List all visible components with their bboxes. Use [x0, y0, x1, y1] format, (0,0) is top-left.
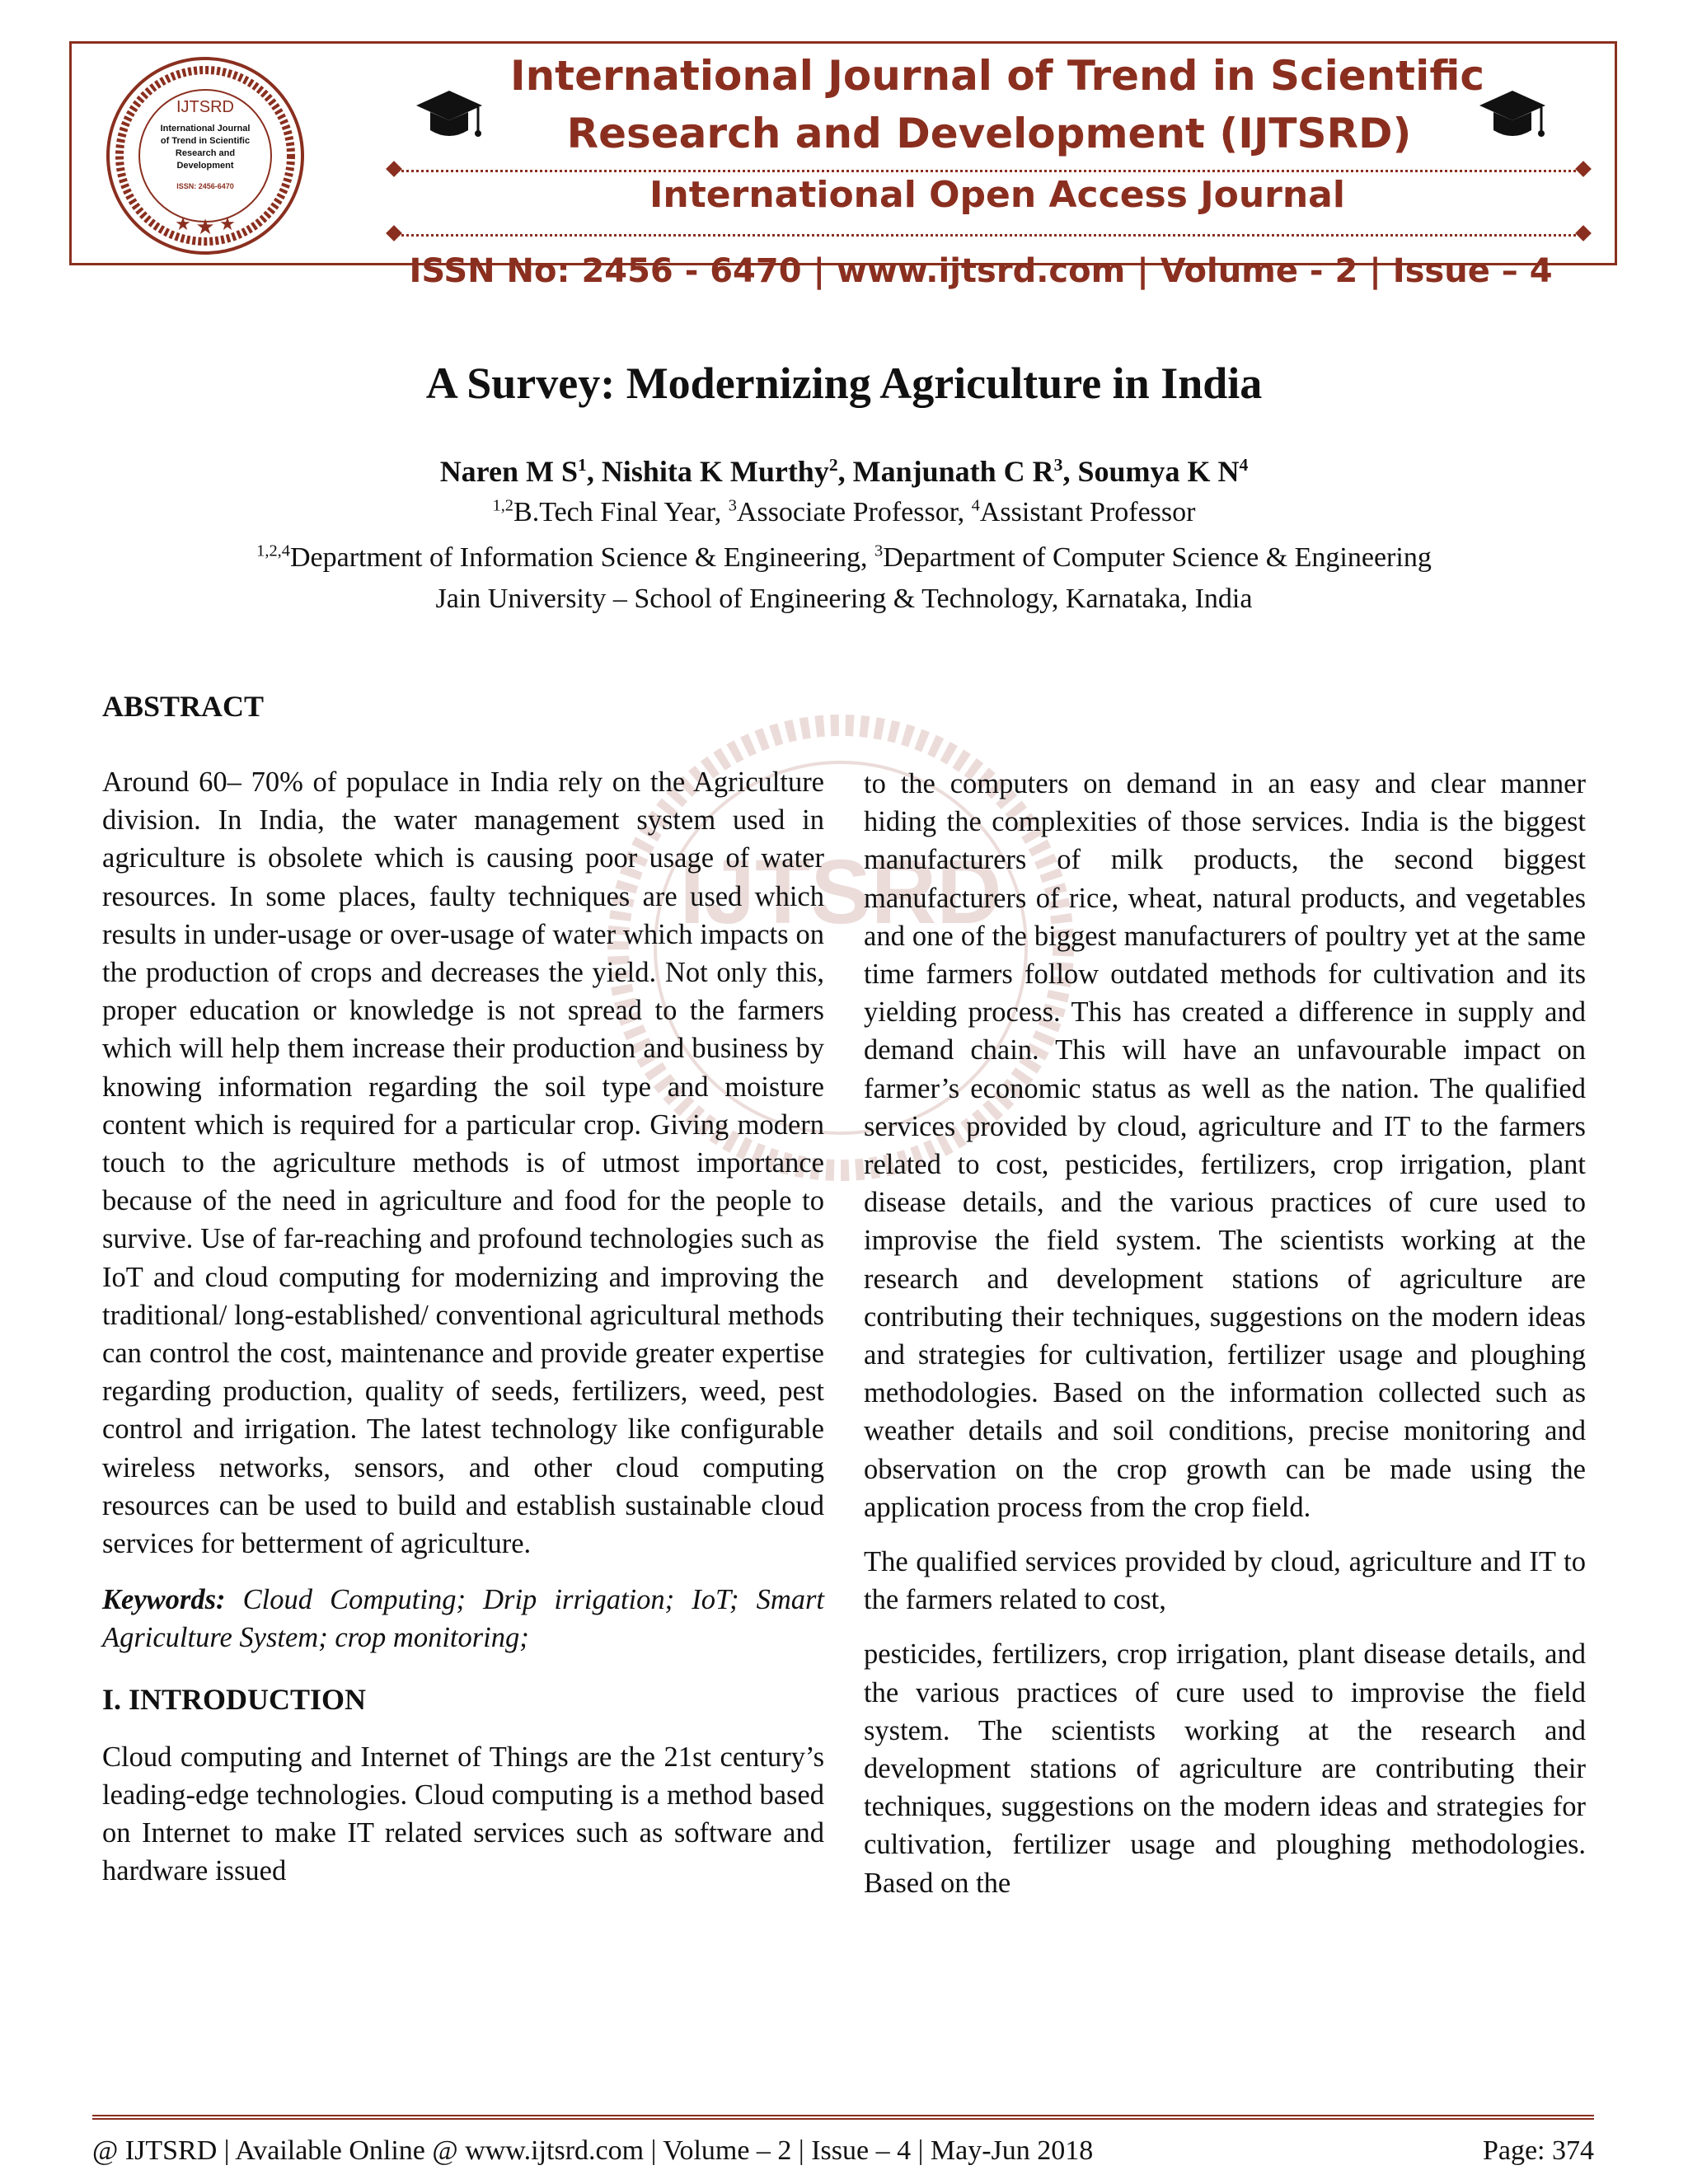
footer-citation: @ IJTSRD | Available Online @ www.ijtsrd.com | Volume – 2 | Issue – 4 | May-Jun 2018 — [92, 2135, 1094, 2166]
logo-star-icon: ★ — [219, 213, 236, 234]
author-name: Soumya K N — [1077, 455, 1240, 488]
author-roles: $^{1,2}$B.Tech Final Year, $^3$Associate Professor, $^4$Assistant Professor — [492, 496, 1196, 527]
issn-line: ISSN No: 2456 - 6470 | www.ijtsrd.com | Volume - 2 | Issue – 4 — [409, 252, 1553, 290]
page-number: Page: 374 — [1482, 2135, 1594, 2166]
header-divider — [396, 234, 1582, 237]
left-column — [102, 686, 824, 1890]
author-name: Naren M S — [439, 455, 579, 488]
logo-star-icon: ★ — [195, 215, 215, 239]
author-departments: $^{1,2,4}$Department of Information Science & Engineering, $^3$Department of Computer Science & Engineering — [256, 541, 1432, 573]
logo-line-3: Research and — [175, 148, 236, 158]
logo-line-4: Development — [176, 161, 234, 171]
introduction-heading: I. INTRODUCTION — [102, 1682, 367, 1716]
logo-issn: ISSN: 2456-6470 — [176, 182, 234, 190]
footer-rule — [92, 2115, 1594, 2120]
page-footer — [92, 2133, 1594, 2169]
paper-title: A Survey: Modernizing Agriculture in India — [425, 359, 1263, 408]
journal-name-line-2: Research and Development (IJTSRD) — [566, 110, 1412, 157]
svg-text:IJTSRD: IJTSRD — [679, 841, 1002, 943]
body-paragraph: to the computers on demand in an easy and clear manner hiding the complexities of those services. India is the biggest manufacturers of milk products, the second biggest manufacturers of rice, wheat, natural products, and vegetables and one of the biggest manufacturers of poultry yet at the same time farmers follow outdated methods for cultivation and its yielding process. This has created a difference in supply and demand chain. This will have an unfavourable impact on farmer’s economic status as well as the nation. The qualified services provided by cloud, agriculture and IT to the farmers related to cost, pesticides, fertilizers, crop irrigation, plant disease details, and the various practices of cure used to improvise the field system. The scientists working at the research and development stations of agriculture are contributing their techniques, suggestions on the modern ideas and strategies for cultivation, fertilizer usage and ploughing methodologies. Based on the information collected such as weather details and soil conditions, precise monitoring and observation on the crop growth can be made using the application process from the crop field. — [864, 768, 1586, 1523]
journal-logo — [84, 53, 326, 259]
author-name: Nishita K Murthy — [601, 455, 829, 488]
journal-name-line-1: International Journal of Trend in Scientific — [509, 52, 1485, 100]
logo-acronym: IJTSRD — [176, 98, 234, 116]
logo-star-icon: ★ — [175, 213, 191, 234]
author-list: Naren M $S^1$, Nishita K Murthy$^2$, Manjunath C $R^3$, Soumya K $N^4$ — [439, 455, 1249, 488]
author-university: Jain University – School of Engineering & Technology, Karnataka, India — [435, 583, 1253, 614]
keywords: Keywords: Cloud Computing; Drip irrigation; IoT; Smart Agriculture System; crop monitoring; — [102, 1584, 824, 1654]
body-paragraph: The qualified services provided by cloud, agriculture and IT to the farmers related to cost, — [864, 1546, 1586, 1616]
header-divider — [396, 170, 1582, 172]
body-paragraph: pesticides, fertilizers, crop irrigation, plant disease details, and the various practices of cure used to improvise the field system. The scientists working at the research and development stations of agriculture are contributing their techniques, suggestions on the modern ideas and strategies for cultivation, fertilizer usage and ploughing methodologies. Based on the — [864, 1638, 1586, 1899]
abstract-heading: ABSTRACT — [102, 690, 265, 723]
abstract-text: Around 60– 70% of populace in India rely on the Agriculture division. In India, the water management system used in agriculture is obsolete which is causing poor usage of water resources. In some places, faulty techniques are used which results in under-usage or over-usage of water which impacts on the production of crops and decreases the yield. Not only this, proper education or knowledge is not spread to the farmers which will help them increase their production and business by knowing information regarding the soil type and moisture content which is required for a particular crop. Giving modern touch to the agriculture methods is of utmost importance because of the need in agriculture and food for the people to survive. Use of far-reaching and profound technologies such as IoT and cloud computing for modernizing and improving the traditional/ long-established/ conventional agricultural methods can control the cost, maintenance and provide greater expertise regarding production, quality of seeds, fertilizers, weed, pest control and irrigation. The latest technology like configurable wireless networks, sensors, and other cloud computing resources can be used to build and establish sustainable cloud services for betterment of agriculture. — [102, 766, 824, 1560]
logo-line-2: of Trend in Scientific — [160, 136, 251, 146]
journal-subtitle: International Open Access Journal — [649, 174, 1345, 216]
introduction-text: Cloud computing and Internet of Things are the 21st century’s leading-edge technologies. Cloud computing is a method based on Internet to make IT related services such as software and hardware issued — [102, 1741, 824, 1887]
logo-line-1: International Journal — [160, 124, 251, 134]
author-name: Manjunath C R — [852, 455, 1054, 488]
right-column — [864, 765, 1586, 1902]
